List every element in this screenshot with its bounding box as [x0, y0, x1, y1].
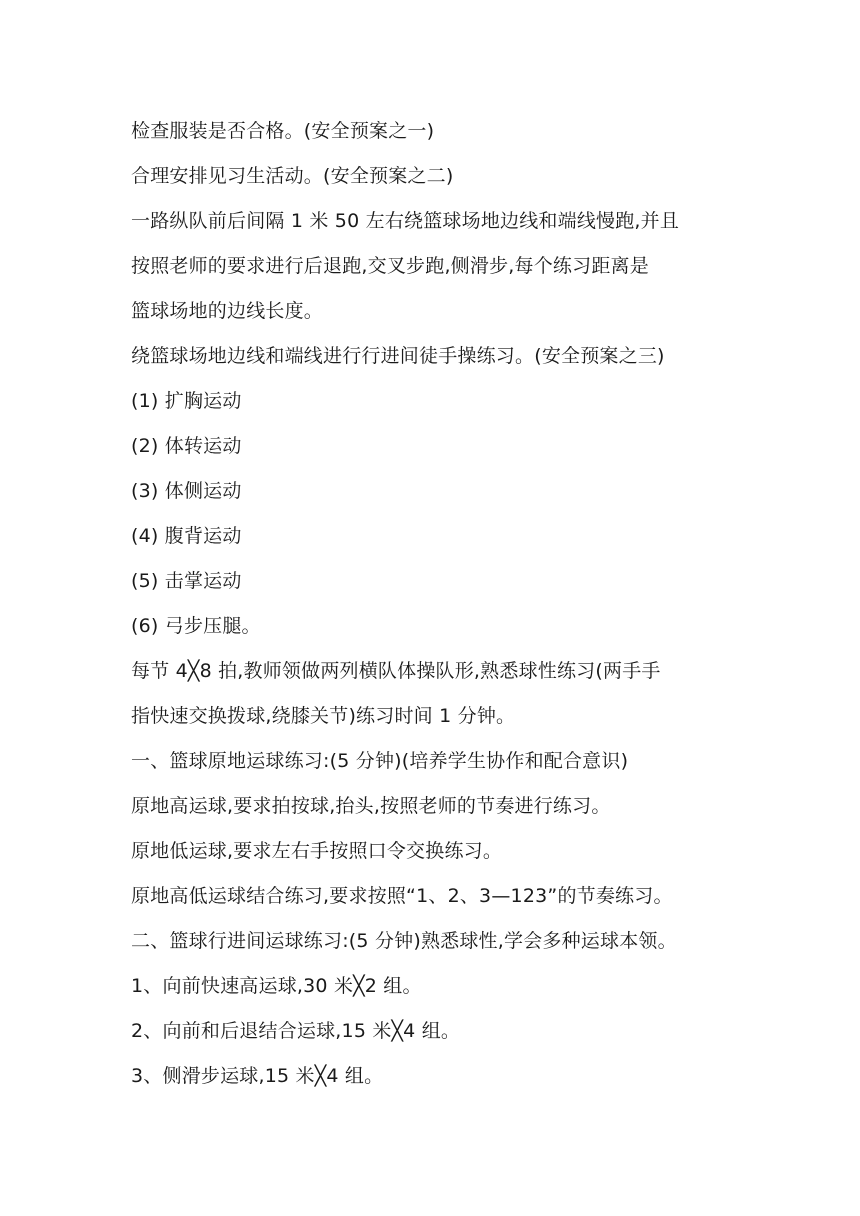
list-item: 3、侧滑步运球,15 米╳4 组。	[131, 1065, 384, 1087]
text-line: 原地低运球,要求左右手按照口令交换练习。	[131, 840, 503, 862]
text-line: 检查服装是否合格。(安全预案之一)	[131, 120, 435, 142]
section-heading: 一、篮球原地运球练习:(5 分钟)(培养学生协作和配合意识)	[131, 750, 629, 772]
list-item: (6) 弓步压腿。	[131, 615, 261, 637]
list-item: (1) 扩胸运动	[131, 390, 242, 412]
text-line: 一路纵队前后间隔 1 米 50 左右绕篮球场地边线和端线慢跑,并且	[131, 210, 680, 232]
list-item: (2) 体转运动	[131, 435, 242, 457]
text-line: 篮球场地的边线长度。	[131, 300, 324, 322]
text-line: 每节 4╳8 拍,教师领做两列横队体操队形,熟悉球性练习(两手手	[131, 660, 661, 682]
document-body	[131, 109, 741, 1099]
list-item: 1、向前快速高运球,30 米╳2 组。	[131, 975, 422, 997]
text-line: 原地高运球,要求拍按球,抬头,按照老师的节奏进行练习。	[131, 795, 611, 817]
text-line: 按照老师的要求进行后退跑,交叉步跑,侧滑步,每个练习距离是	[131, 255, 649, 277]
section-heading: 二、篮球行进间运球练习:(5 分钟)熟悉球性,学会多种运球本领。	[131, 930, 677, 952]
text-line: 绕篮球场地边线和端线进行行进间徒手操练习。(安全预案之三)	[131, 345, 665, 367]
list-item: (4) 腹背运动	[131, 525, 242, 547]
list-item: (5) 击掌运动	[131, 570, 242, 592]
list-item: 2、向前和后退结合运球,15 米╳4 组。	[131, 1020, 461, 1042]
text-line: 原地高低运球结合练习,要求按照“1、2、3—123”的节奏练习。	[131, 885, 673, 907]
list-item: (3) 体侧运动	[131, 480, 242, 502]
text-line: 合理安排见习生活动。(安全预案之二)	[131, 165, 454, 187]
text-line: 指快速交换拨球,绕膝关节)练习时间 1 分钟。	[131, 705, 516, 727]
